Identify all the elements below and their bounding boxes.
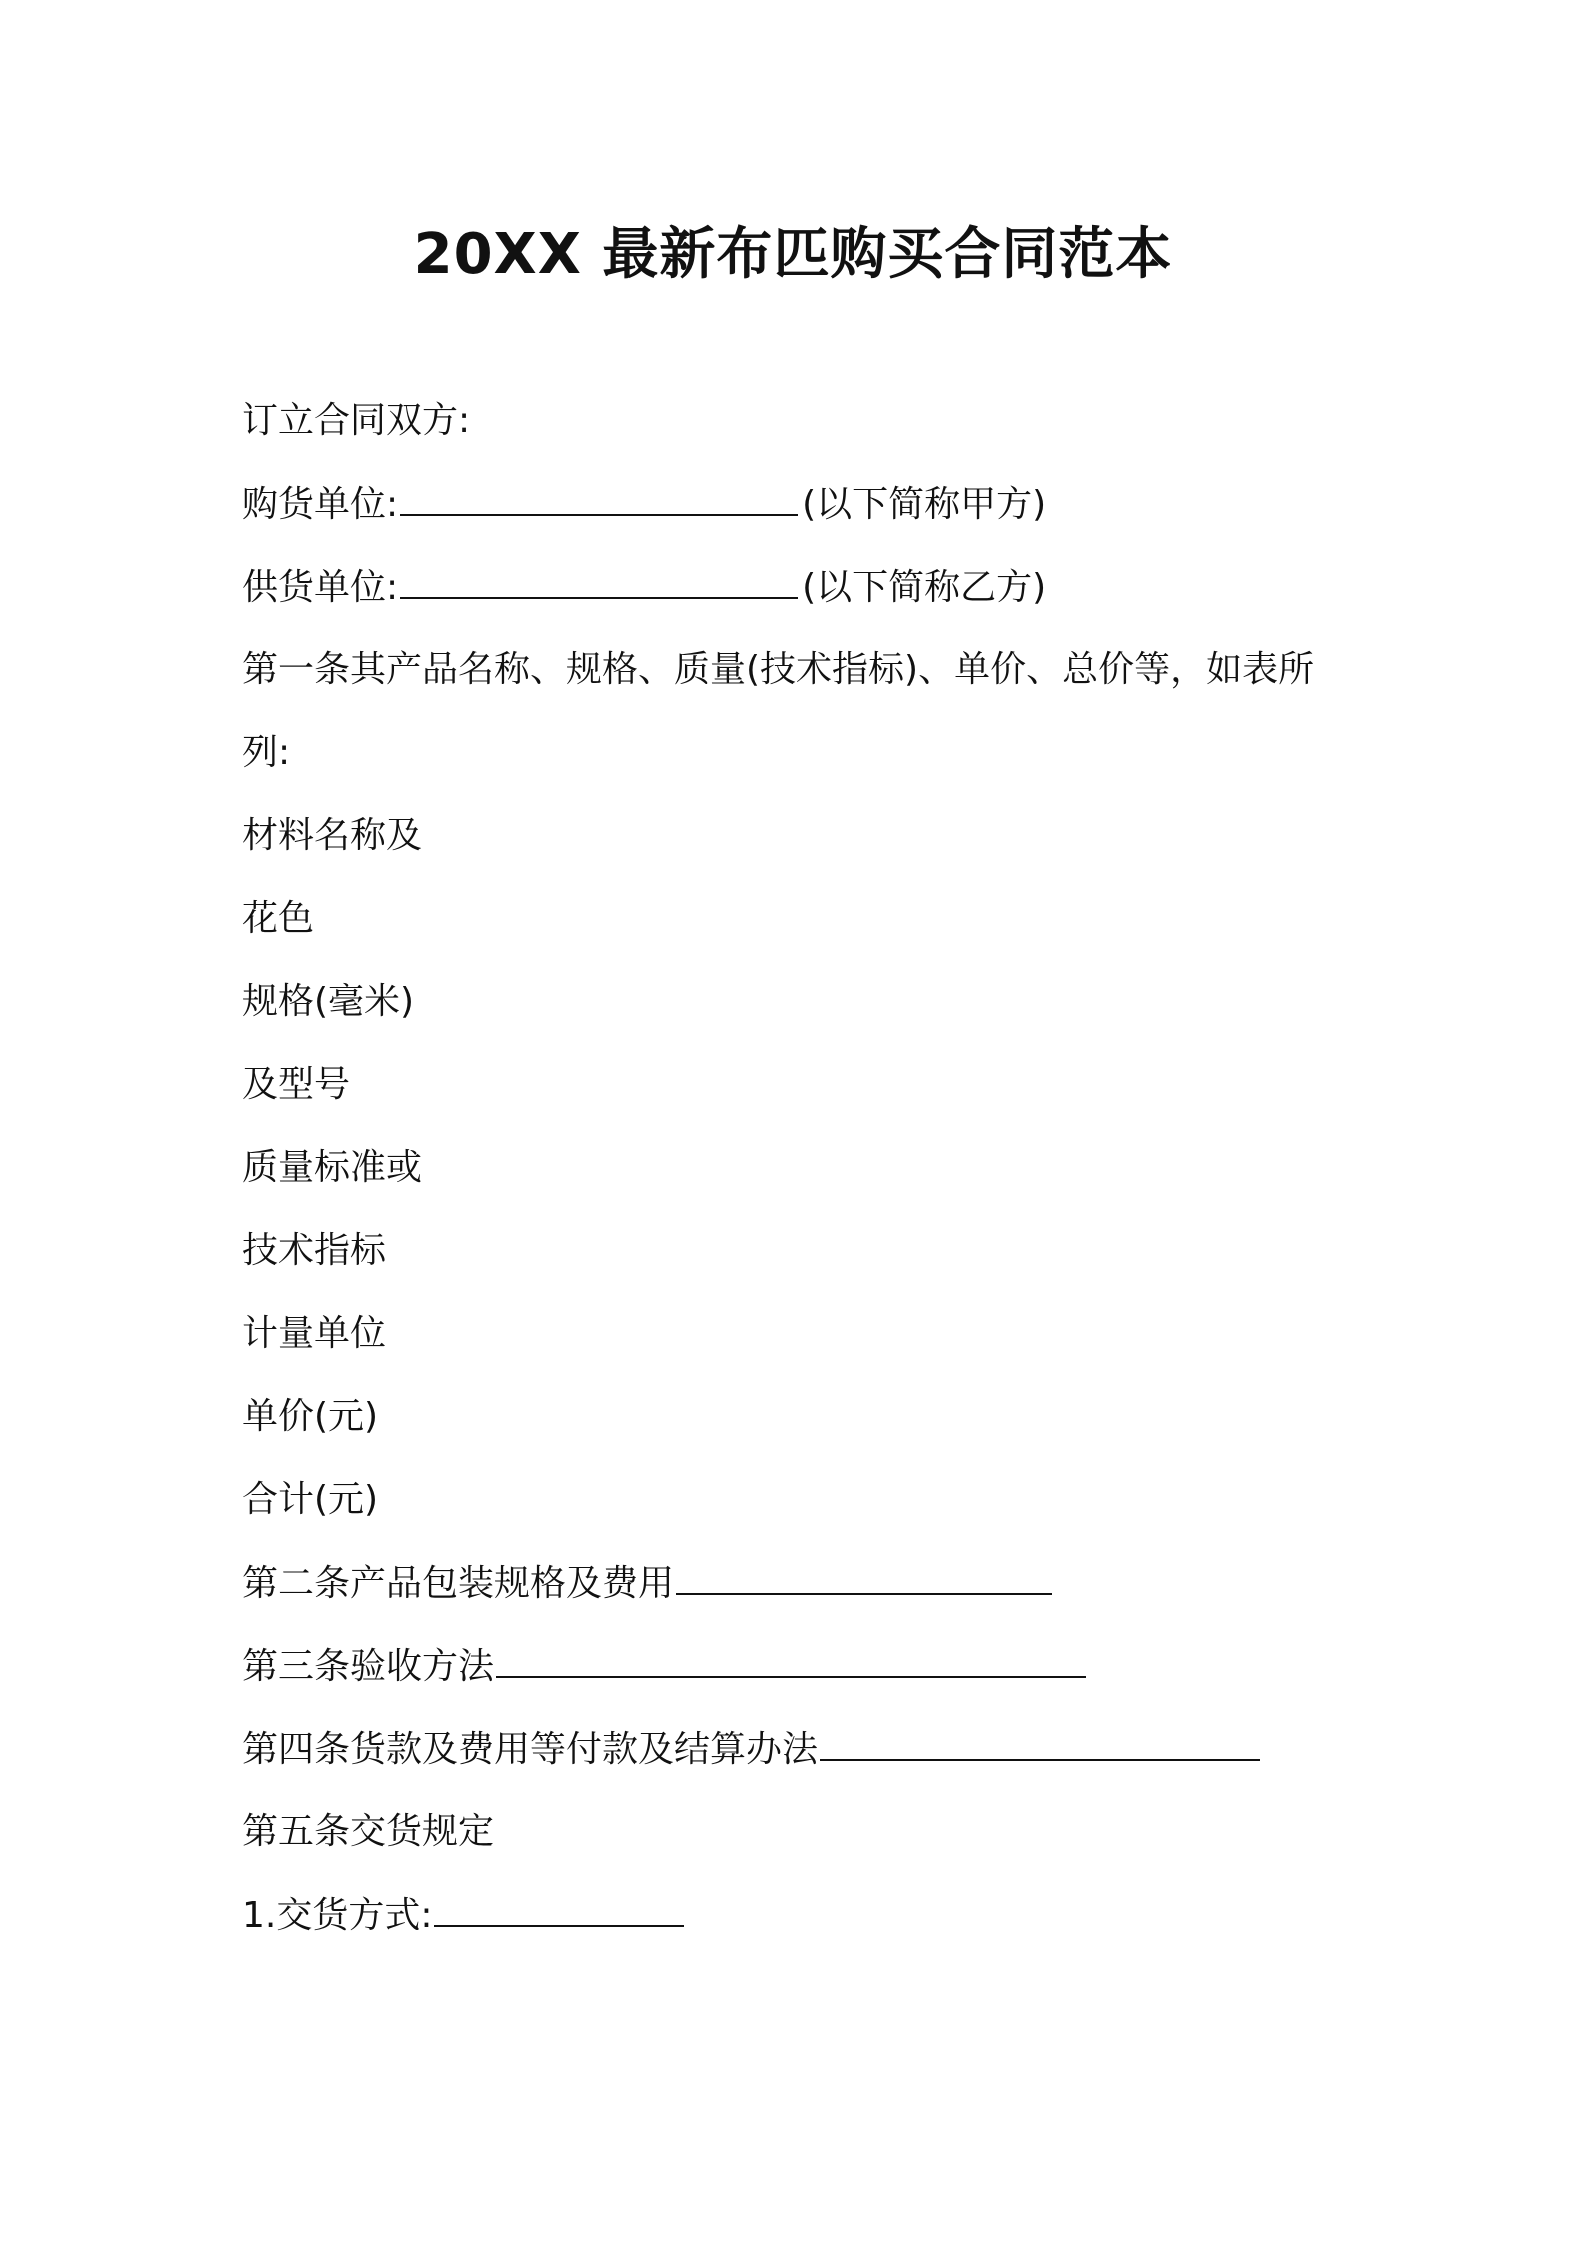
line-text: 列: [242,732,291,773]
line-text: 单价(元) [242,1396,379,1437]
line-text: 花色 [242,898,315,939]
line-text: 购货单位: [242,484,399,525]
line-text: 第三条验收方法 [242,1646,495,1687]
acceptance-blank[interactable] [496,1640,1086,1678]
article-1-continued [242,727,1362,779]
line-text: 供货单位: [242,567,399,608]
packaging-blank[interactable] [676,1557,1052,1595]
payment-blank[interactable] [820,1723,1260,1761]
line-text: 第二条产品包装规格及费用 [242,1563,675,1604]
article-2-line [242,1557,1362,1609]
line-suffix: (以下简称甲方) [802,484,1047,525]
line-text: 及型号 [242,1064,351,1105]
table-item [242,810,1362,862]
supplier-blank[interactable] [400,561,798,599]
table-item [242,1142,1362,1194]
table-item [242,1225,1362,1277]
line-text: 规格(毫米) [242,981,415,1022]
delivery-method-blank[interactable] [434,1889,684,1927]
article-4-line [242,1723,1362,1775]
table-item [242,1308,1362,1360]
table-item [242,1474,1362,1526]
table-item [242,893,1362,945]
supplier-line [242,561,1362,613]
article-5-line [242,1806,1362,1858]
buyer-blank[interactable] [400,478,798,516]
table-item [242,1059,1362,1111]
line-text: 订立合同双方: [242,400,471,441]
buyer-line [242,478,1362,530]
line-text: 第四条货款及费用等付款及结算办法 [242,1729,819,1770]
line-text: 第一条其产品名称、规格、质量(技术指标)、单价、总价等，如表所 [242,649,1315,690]
article-3-line [242,1640,1362,1692]
line-text: 1.交货方式: [242,1895,433,1936]
line-text: 材料名称及 [242,815,423,856]
document-title: 20XX 最新布匹购买合同范本 [413,222,1173,287]
line-text: 合计(元) [242,1479,379,1520]
line-text: 技术指标 [242,1230,387,1271]
line-text: 质量标准或 [242,1147,423,1188]
document-body [242,395,1362,1972]
line-text: 计量单位 [242,1313,387,1354]
table-item [242,1391,1362,1443]
article-1-line [242,644,1362,696]
line-suffix: (以下简称乙方) [802,567,1047,608]
line-text: 第五条交货规定 [242,1811,495,1852]
delivery-method-line [242,1889,1362,1941]
table-item [242,976,1362,1028]
parties-heading [242,395,1362,447]
